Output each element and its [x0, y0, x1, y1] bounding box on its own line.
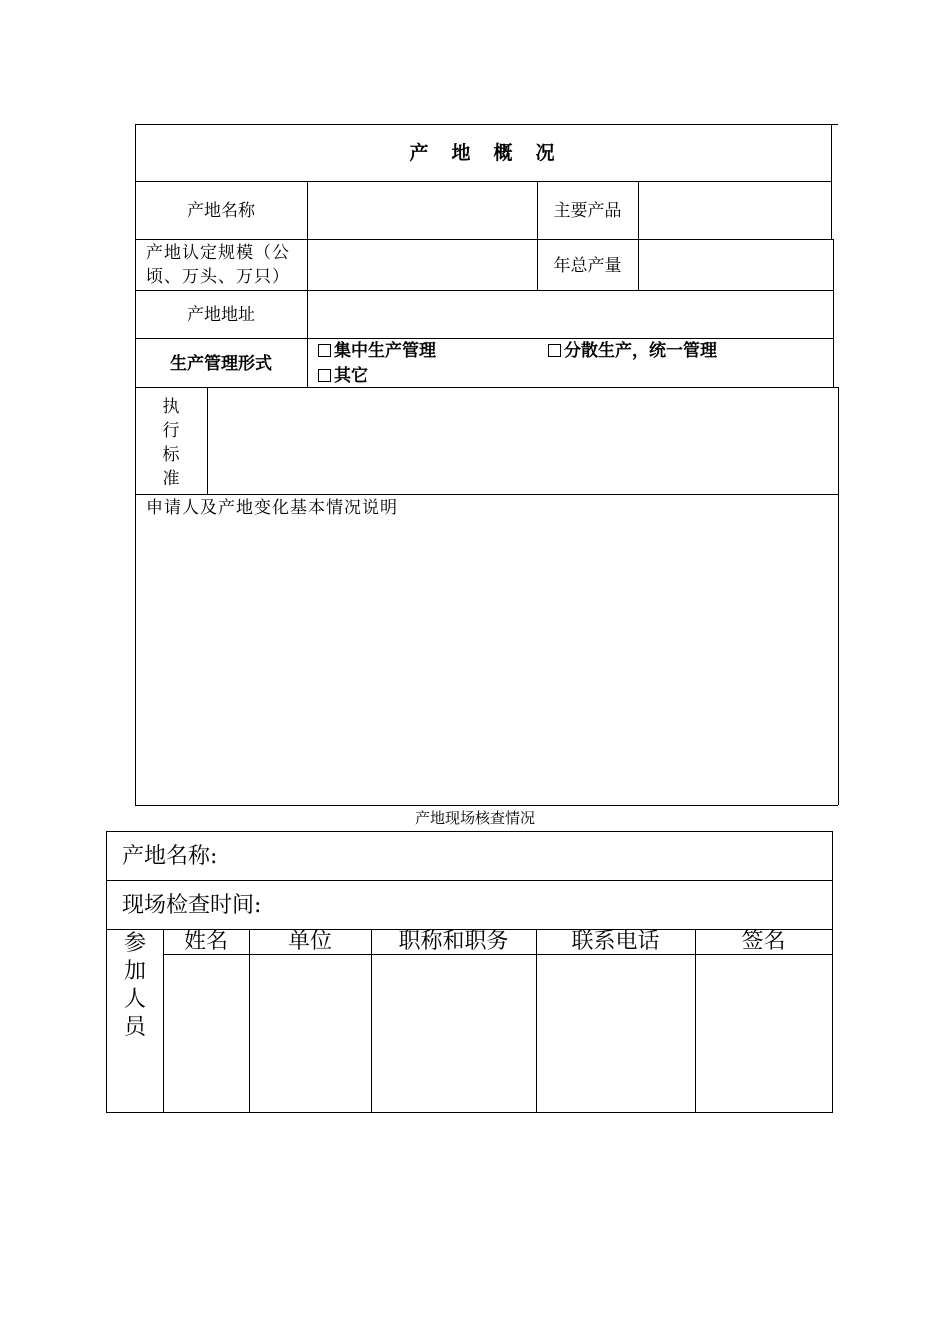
- participant-name-cell[interactable]: [164, 955, 249, 1112]
- col-header-phone: 联系电话: [571, 929, 660, 954]
- mgmt-option-label: 集中生产管理: [334, 341, 436, 361]
- site-name-label: 产地名称: [187, 201, 255, 221]
- participants-label: 参加人员: [123, 931, 146, 1040]
- participant-phone-cell[interactable]: [537, 955, 695, 1112]
- participant-title-cell[interactable]: [372, 955, 536, 1112]
- checkbox-icon[interactable]: [548, 344, 561, 357]
- main-product-field[interactable]: [639, 182, 831, 239]
- inspection-caption: 产地现场核查情况: [414, 809, 535, 827]
- standard-field[interactable]: [208, 388, 838, 494]
- inspection-site-name-field[interactable]: [300, 832, 832, 880]
- mgmt-label: 生产管理形式: [170, 354, 272, 374]
- mgmt-option-other[interactable]: [318, 364, 368, 388]
- site-name-field[interactable]: [308, 182, 537, 239]
- annual-output-label: 年总产量: [553, 256, 622, 276]
- mgmt-option-label: 分散生产，统一管理: [564, 341, 717, 361]
- scale-field[interactable]: [308, 240, 537, 290]
- mgmt-option-label: 其它: [334, 366, 368, 386]
- standard-label: 执行标准: [162, 397, 180, 489]
- description-label: 申请人及产地变化基本情况说明: [146, 498, 398, 518]
- col-header-name: 姓名: [183, 929, 228, 954]
- inspection-site-name-label: 产地名称:: [122, 844, 218, 869]
- check-time-label: 现场检查时间:: [122, 893, 262, 918]
- description-field[interactable]: [136, 520, 838, 805]
- overview-title: 产 地 概 况: [409, 142, 557, 164]
- participant-unit-cell[interactable]: [250, 955, 371, 1112]
- check-time-field[interactable]: [300, 881, 832, 929]
- col-header-unit: 单位: [287, 929, 332, 954]
- mgmt-option-distributed[interactable]: [548, 339, 717, 363]
- checkbox-icon[interactable]: [318, 344, 331, 357]
- participant-signature-cell[interactable]: [696, 955, 832, 1112]
- address-field[interactable]: [308, 291, 833, 338]
- annual-output-field[interactable]: [639, 240, 833, 290]
- col-header-signature: 签名: [741, 929, 786, 954]
- scale-label-line1: 产地认定规模（公: [146, 243, 290, 263]
- col-header-title: 职称和职务: [398, 929, 509, 954]
- mgmt-option-centralized[interactable]: [318, 339, 436, 363]
- main-product-label: 主要产品: [553, 201, 622, 221]
- scale-label-line2: 顷、万头、万只）: [146, 267, 290, 287]
- address-label: 产地地址: [187, 305, 255, 325]
- checkbox-icon[interactable]: [318, 369, 331, 382]
